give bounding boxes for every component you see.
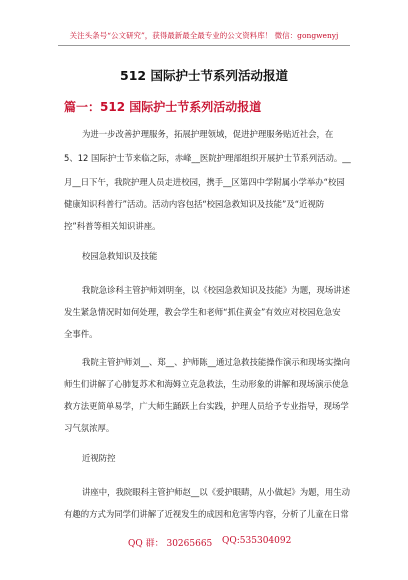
section-title: 篇一：512 国际护士节系列活动报道 — [64, 100, 262, 114]
paragraph-line: 为进一步改善护理服务，拓展护理领域，促进护理服务贴近社会，在 — [82, 129, 334, 139]
paragraph-line: 全事件。 — [64, 329, 98, 339]
paragraph-line: 有趣的方式为同学们讲解了近视发生的成因和危害等内容，分析了儿童在日常 — [64, 509, 349, 519]
paragraph-line: 控”科普等相关知识讲座。 — [64, 221, 161, 231]
paragraph-line: 我院主管护师刘__、郑__、护师陈__通过急救技能操作演示和现场实操向 — [82, 357, 350, 367]
paragraph-line: 我院急诊科主管护师刘明奎，以《校园急救知识及技能》为题，现场讲述 — [82, 285, 350, 295]
paragraph-line: 健康知识科普行”活动。活动内容包括“校园急救知识及技能”及“近视防 — [64, 199, 325, 209]
paragraph-line: 发生紧急情况时如何处理，教会学生和老师“抓住黄金”有效应对校园危急安 — [64, 307, 341, 317]
paragraph-line: 师生们讲解了心肺复苏术和海姆立克急救法，生动形象的讲解和现场演示使急 — [64, 379, 349, 389]
paragraph-line: 5、12 国际护士节来临之际，赤峰__医院护理部组织开展护士节系列活动。__ — [64, 153, 351, 163]
header-divider — [58, 45, 350, 46]
subheading: 校园急救知识及技能 — [82, 251, 158, 261]
paragraph-line: 月__日下午，我院护理人员走进校园，携手__区第四中学附属小学举办“校园 — [64, 177, 345, 187]
footer-qq-group: QQ 群： 30265665 — [128, 539, 213, 549]
paragraph-line: 讲座中，我院眼科主管护师赵__以《爱护眼睛，从小做起》为题，用生动 — [82, 487, 350, 497]
top-banner: 关注头条号“公文研究”，获得最新最全最专业的公文资料库！ 微信：gongwenyj — [69, 31, 339, 40]
paragraph-line: 习气氛浓厚。 — [64, 423, 115, 433]
footer-qq: QQ:535304092 — [222, 536, 292, 546]
subheading: 近视防控 — [82, 453, 116, 463]
paragraph-line: 救方法更简单易学，广大师生踊跃上台实践，护理人员给予专业指导，现场学 — [64, 401, 349, 411]
document-title: 512 国际护士节系列活动报道 — [120, 68, 288, 83]
